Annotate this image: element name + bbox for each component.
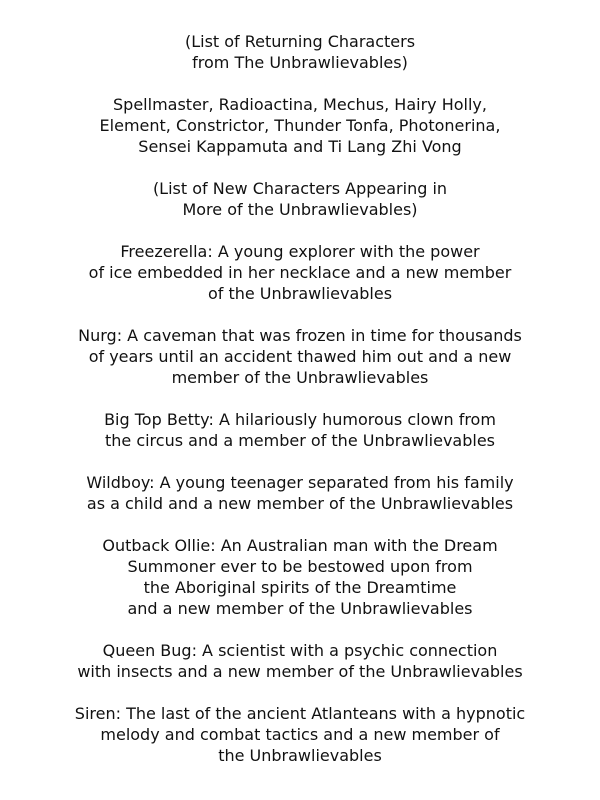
entry-line: Freezerella: A young explorer with the power bbox=[120, 242, 480, 261]
entry-line: the Unbrawlievables bbox=[218, 746, 382, 765]
character-entry-wildboy bbox=[0, 472, 600, 514]
returning-characters-heading bbox=[0, 31, 600, 73]
entry-line: Siren: The last of the ancient Atlanteans with a hypnotic bbox=[74, 704, 526, 723]
entry-line: the Aboriginal spirits of the Dreamtime bbox=[143, 578, 457, 597]
entry-line: member of the Unbrawlievables bbox=[171, 368, 429, 387]
entry-line: as a child and a new member of the Unbrawlievables bbox=[86, 494, 514, 513]
entry-line: Nurg: A caveman that was frozen in time for thousands bbox=[78, 326, 522, 345]
entry-line: Queen Bug: A scientist with a psychic connection bbox=[102, 641, 498, 660]
entry-line: with insects and a new member of the Unbrawlievables bbox=[77, 662, 523, 681]
entry-line: of years until an accident thawed him out and a new bbox=[88, 347, 512, 366]
heading-line: from The Unbrawlievables) bbox=[192, 53, 408, 72]
entry-line: Summoner ever to be bestowed upon from bbox=[127, 557, 473, 576]
character-entry-siren bbox=[0, 703, 600, 766]
names-line: Element, Constrictor, Thunder Tonfa, Photonerina, bbox=[99, 116, 501, 135]
heading-line: (List of Returning Characters bbox=[184, 32, 416, 51]
character-entry-nurg bbox=[0, 325, 600, 388]
returning-characters-list bbox=[0, 94, 600, 157]
entry-line: Wildboy: A young teenager separated from his family bbox=[86, 473, 514, 492]
character-entry-outback-ollie bbox=[0, 535, 600, 619]
entry-line: and a new member of the Unbrawlievables bbox=[127, 599, 473, 618]
entry-line: Outback Ollie: An Australian man with the Dream bbox=[102, 536, 498, 555]
new-characters-heading bbox=[0, 178, 600, 220]
entry-line: melody and combat tactics and a new member of bbox=[100, 725, 500, 744]
document-page bbox=[0, 31, 600, 787]
heading-line: More of the Unbrawlievables) bbox=[182, 200, 418, 219]
character-entry-queen-bug bbox=[0, 640, 600, 682]
entry-line: the circus and a member of the Unbrawlievables bbox=[104, 431, 496, 450]
character-entry-freezerella bbox=[0, 241, 600, 304]
entry-line: of the Unbrawlievables bbox=[207, 284, 393, 303]
names-line: Sensei Kappamuta and Ti Lang Zhi Vong bbox=[138, 137, 462, 156]
names-line: Spellmaster, Radioactina, Mechus, Hairy Holly, bbox=[113, 95, 487, 114]
heading-line: (List of New Characters Appearing in bbox=[152, 179, 448, 198]
entry-line: Big Top Betty: A hilariously humorous clown from bbox=[104, 410, 496, 429]
character-entry-big-top-betty bbox=[0, 409, 600, 451]
entry-line: of ice embedded in her necklace and a new member bbox=[88, 263, 512, 282]
